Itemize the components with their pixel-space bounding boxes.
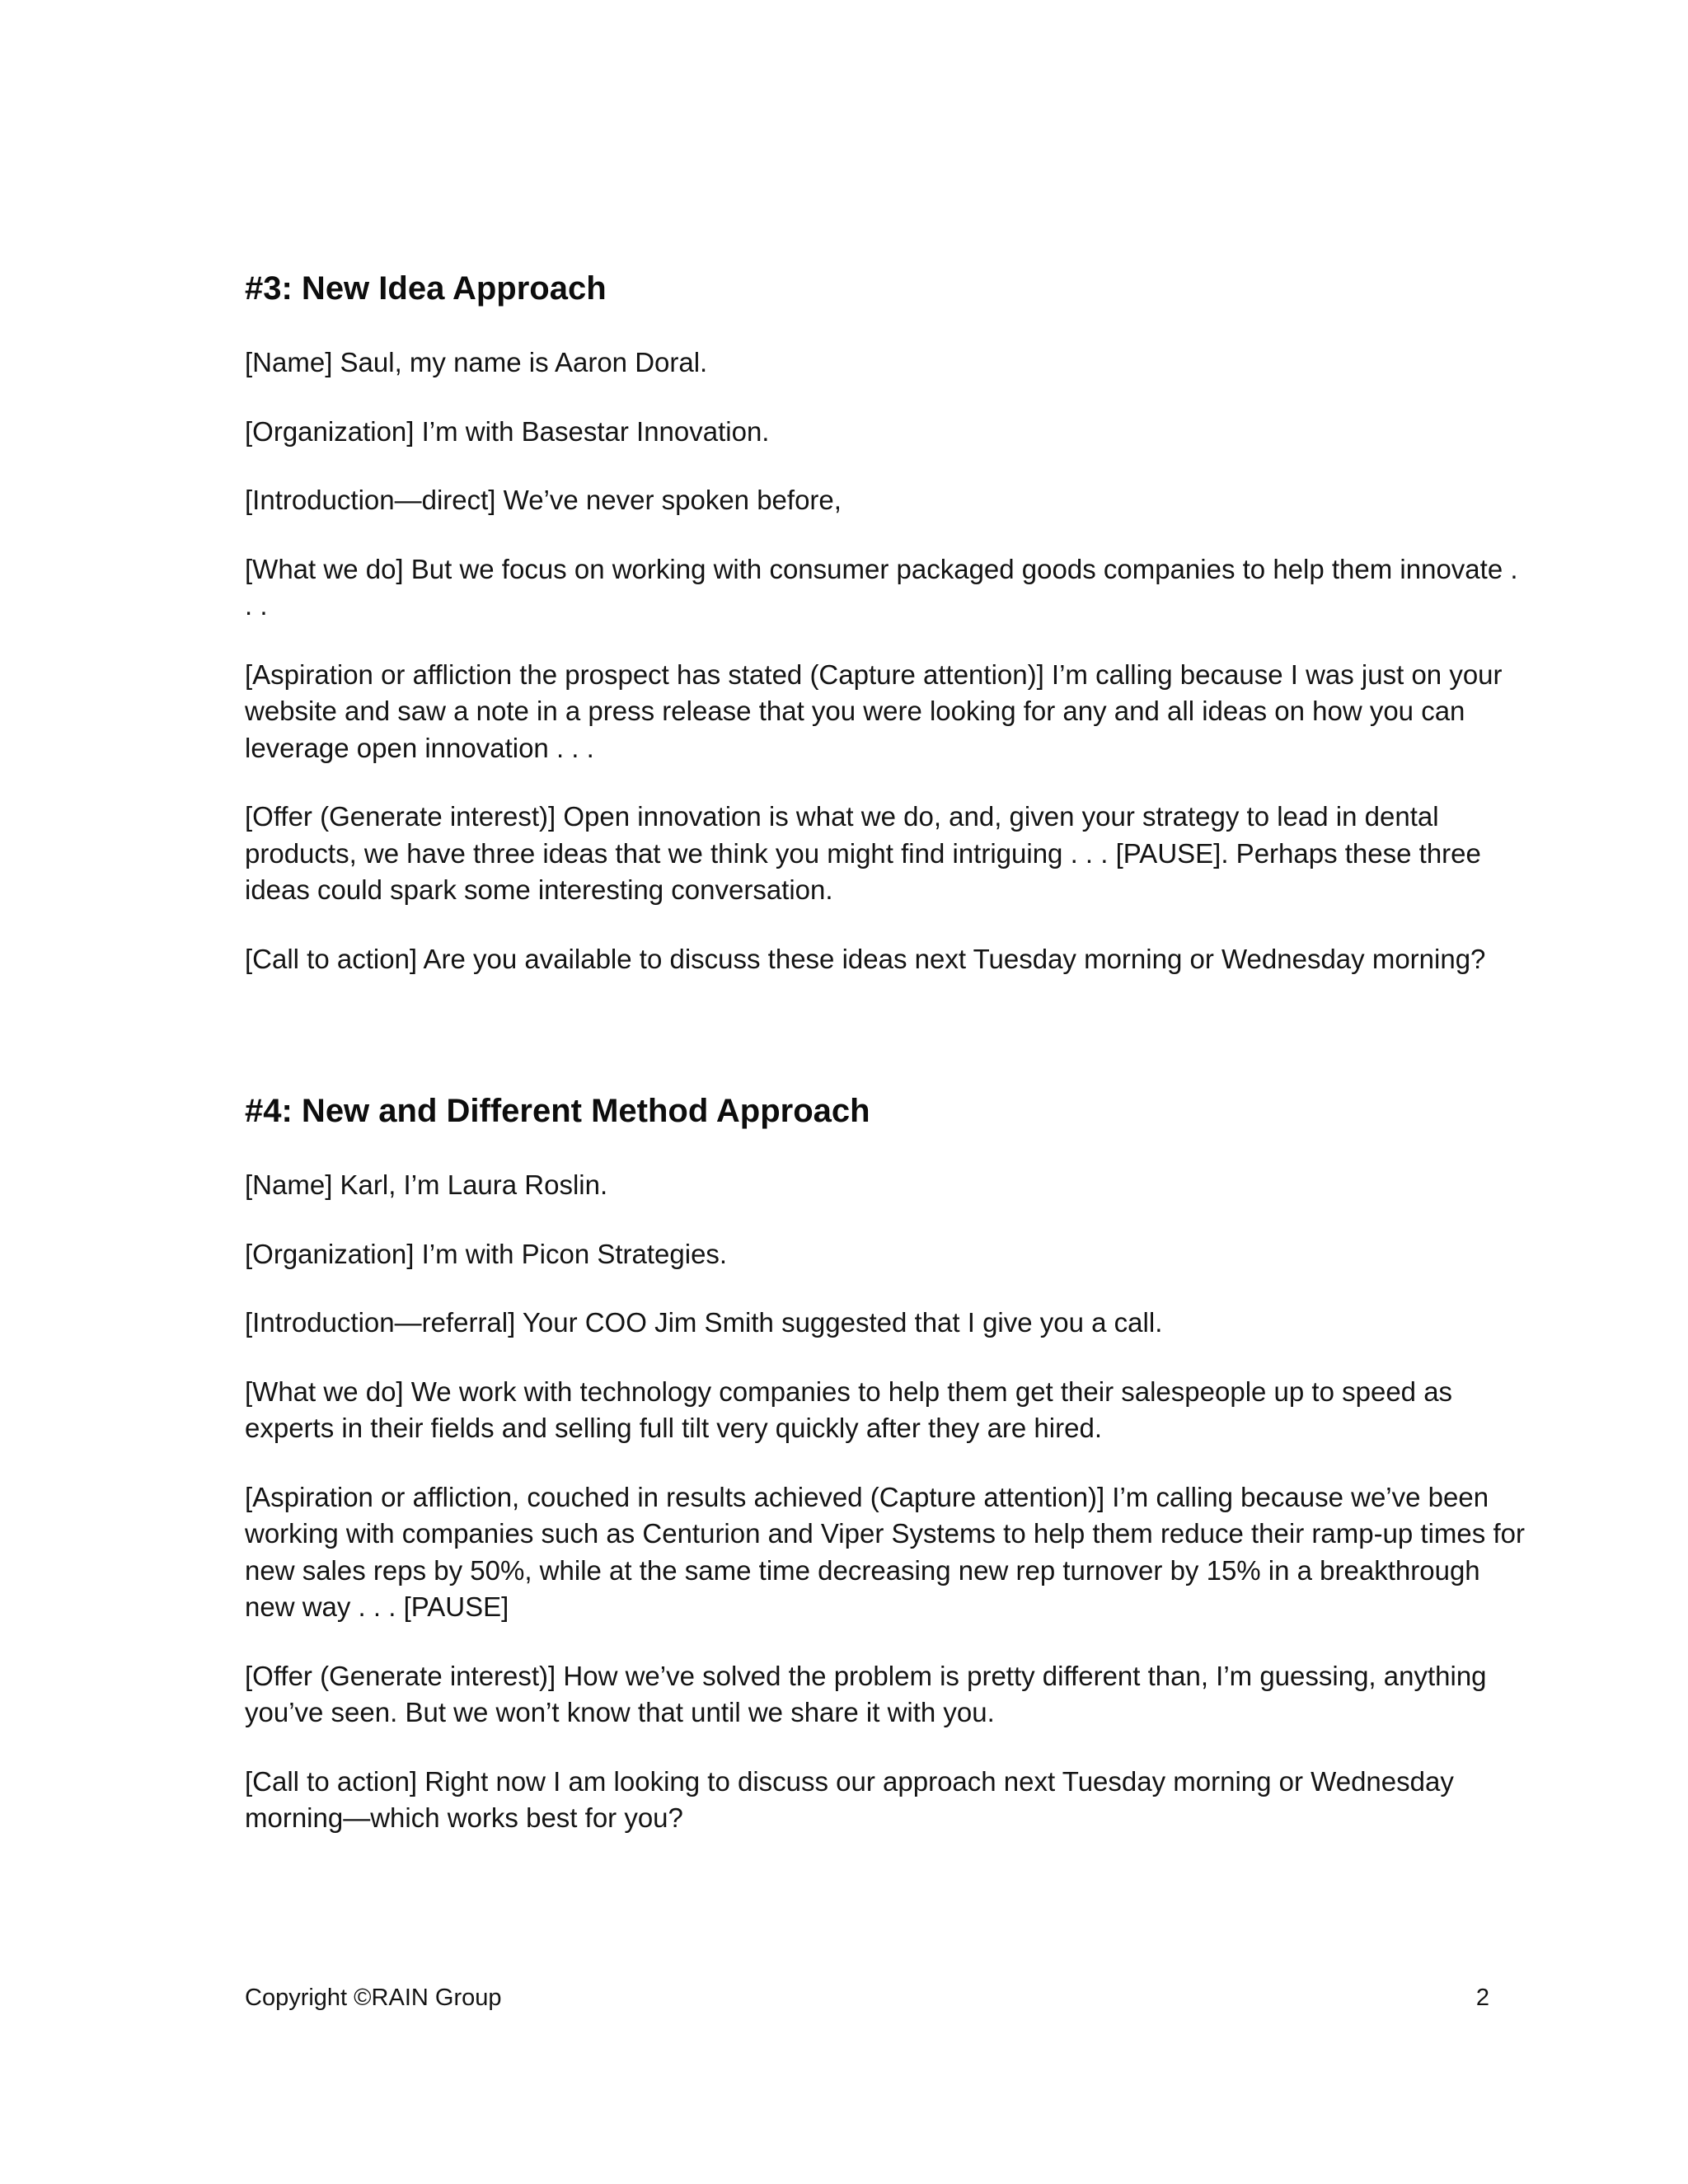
section-new-idea-approach bbox=[245, 265, 1531, 1010]
paragraph-organization: [Organization] I’m with Picon Strategies. bbox=[245, 1238, 728, 1269]
paragraph-call-to-action: [Call to action] Are you available to discuss these ideas next Tuesday morning or Wednesday morning? bbox=[245, 943, 1486, 974]
paragraph-what-we-do: [What we do] We work with technology companies to help them get their salespeople up to speed as experts in their fields and selling full tilt very quickly after they are hired. bbox=[245, 1376, 1453, 1443]
section-heading: #4: New and Different Method Approach bbox=[245, 1093, 870, 1129]
paragraph-name: [Name] Saul, my name is Aaron Doral. bbox=[245, 347, 708, 377]
section-heading: #3: New Idea Approach bbox=[245, 270, 607, 307]
paragraph-introduction: [Introduction—referral] Your COO Jim Smith suggested that I give you a call. bbox=[245, 1307, 1163, 1338]
paragraph-what-we-do: [What we do] But we focus on working with consumer packaged goods companies to help them innovate . . . bbox=[245, 553, 1518, 621]
paragraph-introduction: [Introduction—direct] We’ve never spoken before, bbox=[245, 485, 842, 515]
paragraph-aspiration: [Aspiration or affliction the prospect has stated (Capture attention)] I’m calling because I was just on your website and saw a note in a press release that you were looking for any and all ideas on how you can leverage open innovation . . . bbox=[245, 658, 1503, 763]
paragraph-offer: [Offer (Generate interest)] Open innovation is what we do, and, given your strategy to lead in dental products, we have three ideas that we think you might find intriguing . . . [PAUSE]. Perhaps these three ideas could spark some interesting conversation. bbox=[245, 801, 1481, 905]
page-number: 2 bbox=[1475, 1985, 1489, 2011]
paragraph-aspiration: [Aspiration or affliction, couched in results achieved (Capture attention)] I’m calling because we’ve been working with companies such as Centurion and Viper Systems to help them reduce their ramp-up times for new sales reps by 50%, while at the same time decreasing new rep turnover by 15% in a breakthrough new way . . . [PAUSE] bbox=[245, 1481, 1525, 1622]
paragraph-name: [Name] Karl, I’m Laura Roslin. bbox=[245, 1169, 608, 1200]
copyright-notice: Copyright ©RAIN Group bbox=[245, 1985, 502, 2011]
paragraph-call-to-action: [Call to action] Right now I am looking to discuss our approach next Tuesday morning or Wednesday morning—which works best for you? bbox=[245, 1765, 1454, 1833]
section-new-and-different-method-approach bbox=[245, 1088, 1531, 1869]
paragraph-offer: [Offer (Generate interest)] How we’ve solved the problem is pretty different than, I’m guessing, anything you’ve seen. But we won’t know that until we share it with you. bbox=[245, 1660, 1487, 1727]
paragraph-organization: [Organization] I’m with Basestar Innovation. bbox=[245, 415, 770, 447]
document-page bbox=[245, 0, 1531, 2184]
